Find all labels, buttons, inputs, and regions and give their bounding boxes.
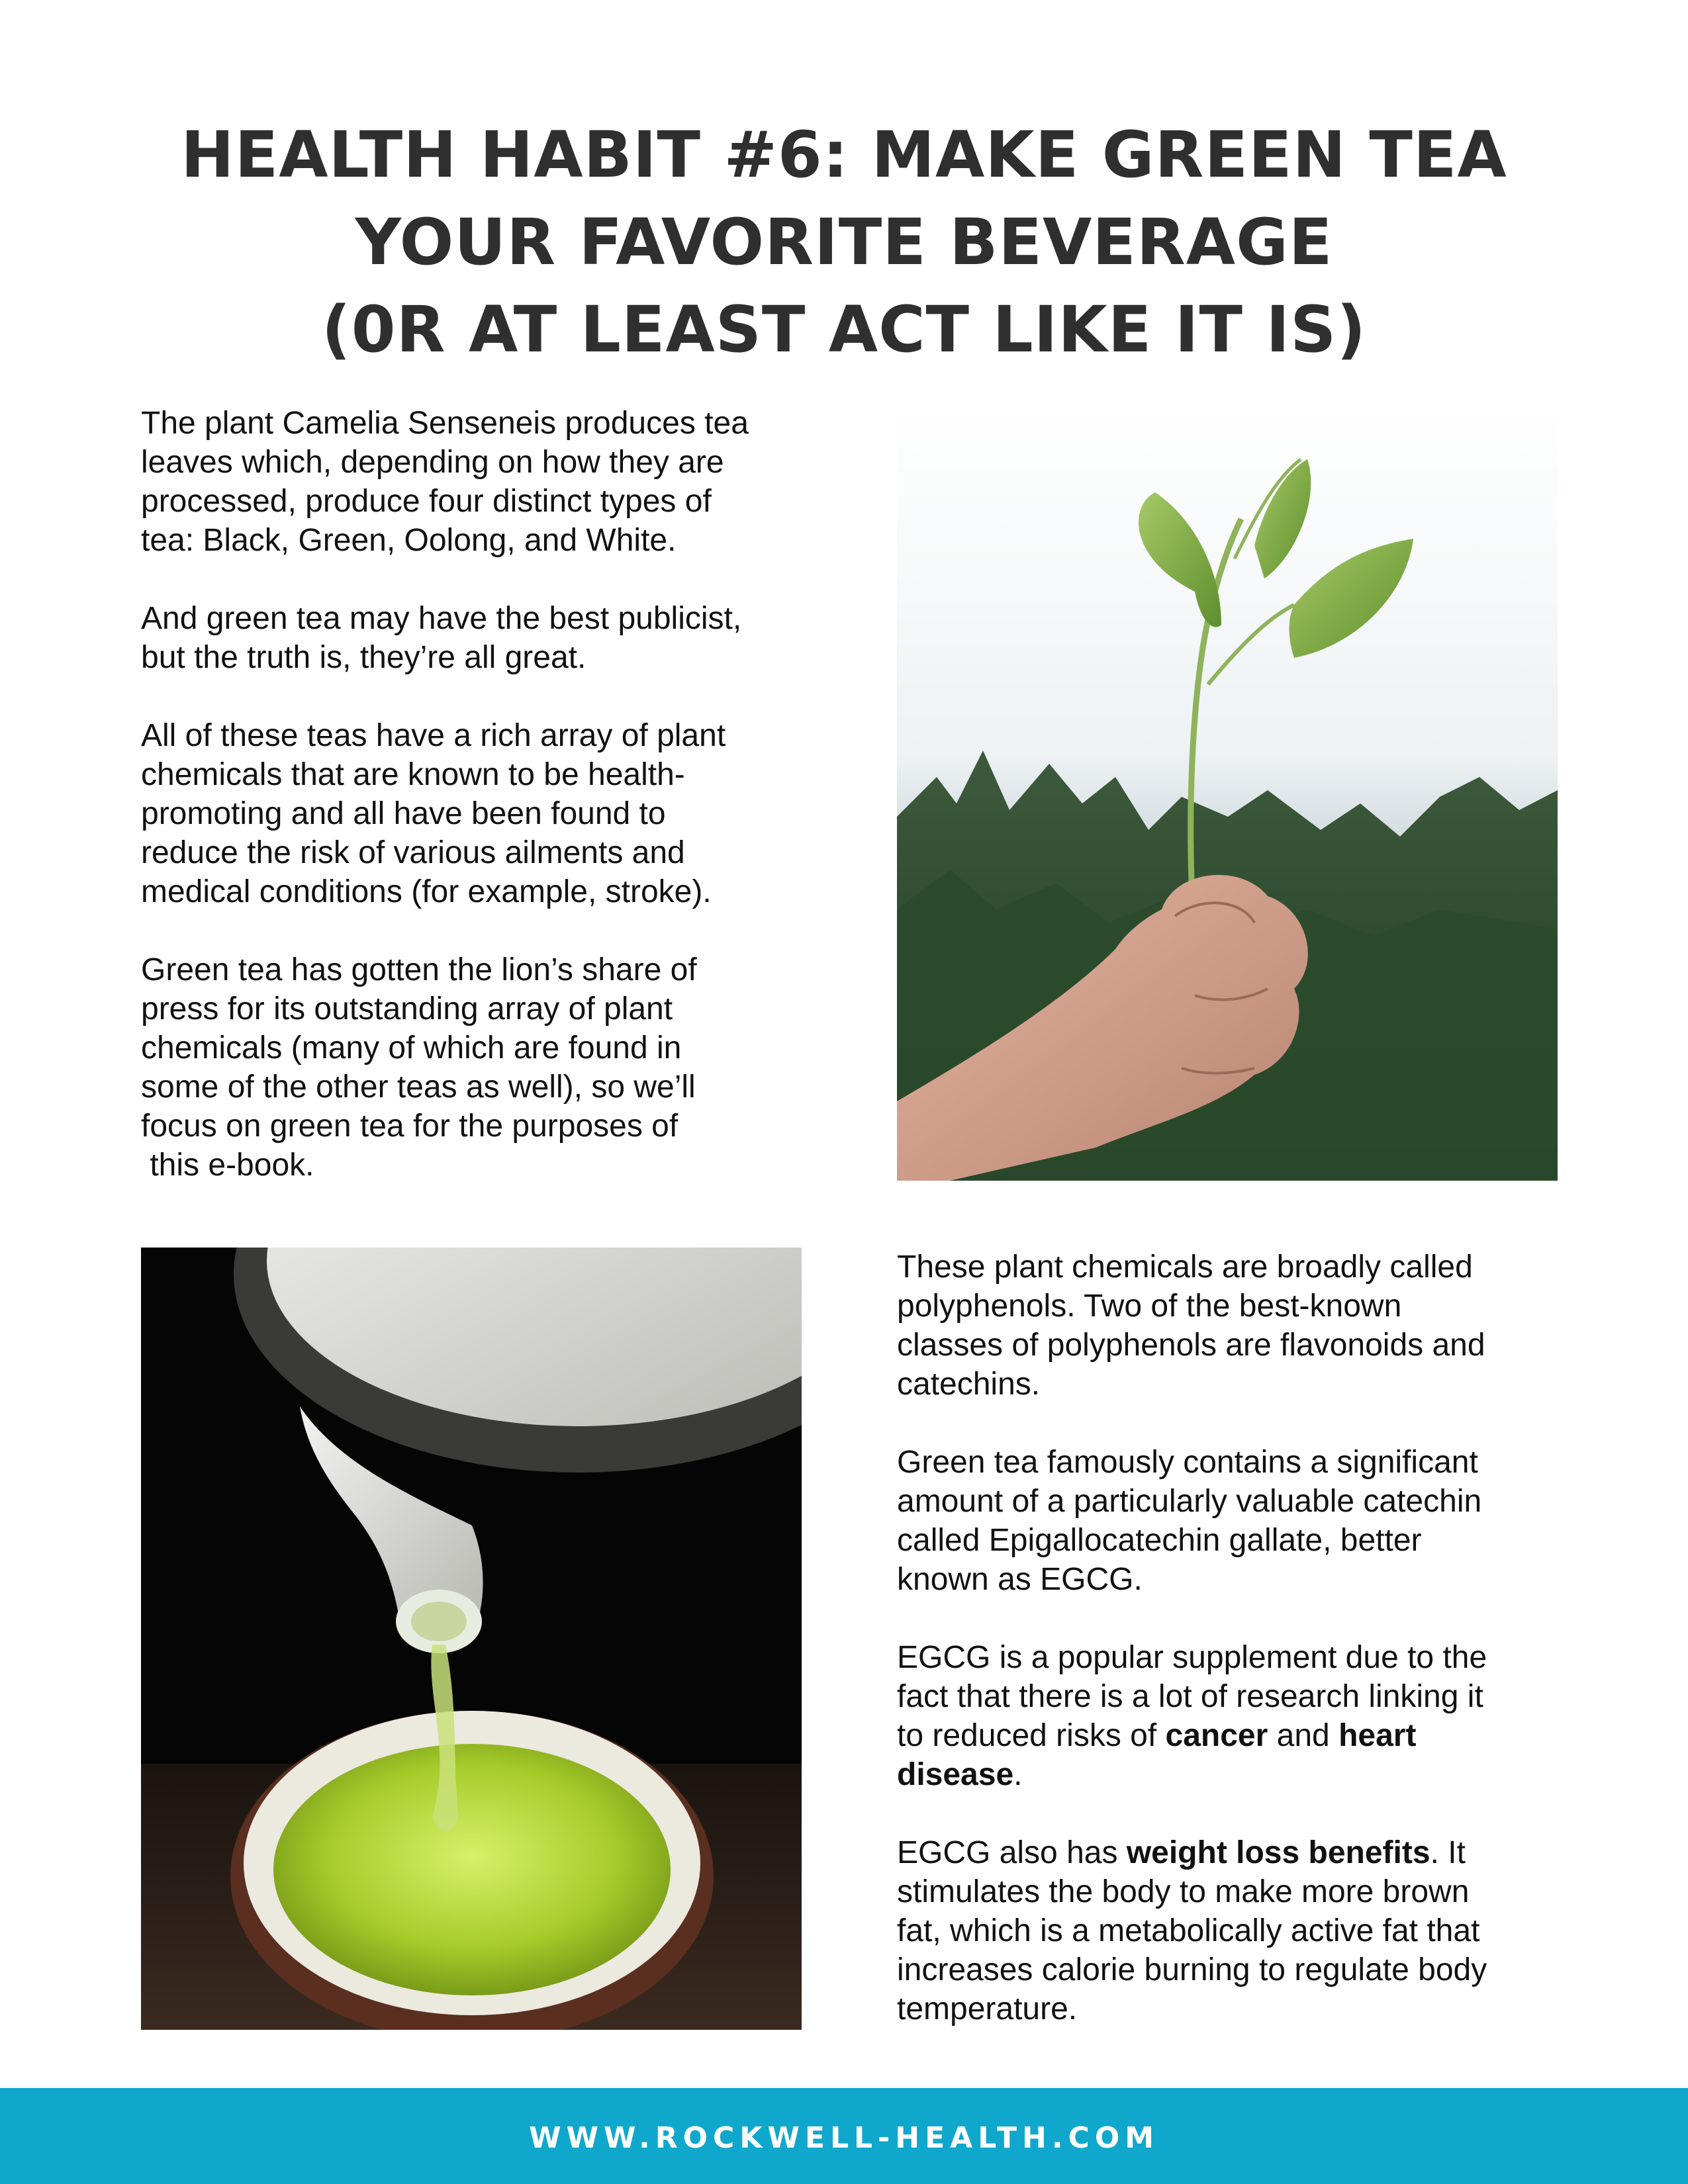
text-line: And green tea may have the best publicist, bbox=[141, 601, 742, 636]
bold-text: heart bbox=[1338, 1718, 1417, 1753]
text-line: The plant Camelia Senseneis produces tea bbox=[141, 406, 749, 441]
right-column-text bbox=[897, 1248, 1572, 2028]
paragraph bbox=[897, 1833, 1572, 2028]
text-line: medical conditions (for example, stroke). bbox=[141, 874, 712, 909]
text-line bbox=[897, 1833, 1572, 1872]
text-run: . bbox=[1013, 1757, 1023, 1792]
bold-text: disease bbox=[897, 1757, 1014, 1792]
title-line-3: (0R AT LEAST ACT LIKE IT IS) bbox=[321, 293, 1367, 367]
title-line-1: HEALTH HABIT #6: MAKE GREEN TEA bbox=[181, 118, 1507, 192]
text-line: focus on green tea for the purposes of bbox=[141, 1109, 679, 1144]
text-line: some of the other teas as well), so we’ll bbox=[141, 1069, 696, 1105]
text-line: catechins. bbox=[897, 1367, 1041, 1402]
text-run: . It bbox=[1430, 1835, 1466, 1870]
text-line: but the truth is, they’re all great. bbox=[141, 640, 586, 675]
tea-leaf-photo bbox=[897, 406, 1558, 1181]
text-line: All of these teas have a rich array of plant bbox=[141, 718, 726, 753]
text-line: known as EGCG. bbox=[897, 1562, 1143, 1597]
text-line: fat, which is a metabolically active fat that bbox=[897, 1913, 1480, 1948]
text-line: leaves which, depending on how they are bbox=[141, 445, 724, 480]
text-run: and bbox=[1268, 1718, 1339, 1753]
text-line: called Epigallocatechin gallate, better bbox=[897, 1523, 1422, 1558]
tea-pour-illustration bbox=[141, 1248, 802, 2030]
text-line: tea: Black, Green, Oolong, and White. bbox=[141, 523, 677, 558]
tea-leaf-illustration bbox=[897, 406, 1558, 1181]
text-line: fact that there is a lot of research linking it bbox=[897, 1679, 1483, 1714]
paragraph bbox=[141, 716, 816, 911]
text-line: processed, produce four distinct types of bbox=[141, 484, 712, 519]
text-line: this e-book. bbox=[141, 1148, 314, 1183]
text-line bbox=[897, 1716, 1572, 1755]
page-title bbox=[0, 111, 1688, 373]
text-line: reduce the risk of various ailments and bbox=[141, 835, 685, 870]
text-line: Green tea famously contains a significant bbox=[897, 1445, 1478, 1480]
tea-pour-photo bbox=[141, 1248, 802, 2030]
text-line: stimulates the body to make more brown bbox=[897, 1874, 1470, 1909]
paragraph bbox=[141, 404, 816, 560]
text-run: EGCG also has bbox=[897, 1835, 1127, 1870]
text-run: to reduced risks of bbox=[897, 1718, 1166, 1753]
text-line: EGCG is a popular supplement due to the bbox=[897, 1640, 1487, 1675]
text-line bbox=[897, 1755, 1572, 1794]
footer-bar bbox=[0, 2088, 1688, 2184]
paragraph bbox=[141, 599, 816, 677]
text-line: chemicals that are known to be health- bbox=[141, 757, 685, 792]
paragraph bbox=[897, 1638, 1572, 1794]
paragraph bbox=[897, 1443, 1572, 1599]
text-line: Green tea has gotten the lion’s share of bbox=[141, 952, 697, 987]
text-line: polyphenols. Two of the best-known bbox=[897, 1289, 1402, 1324]
left-column-text bbox=[141, 404, 816, 1185]
paragraph bbox=[897, 1248, 1572, 1404]
text-line: promoting and all have been found to bbox=[141, 796, 666, 831]
footer-website-url[interactable]: WWW.ROCKWELL-HEALTH.COM bbox=[528, 2121, 1160, 2155]
text-line: press for its outstanding array of plant bbox=[141, 991, 673, 1026]
text-line: temperature. bbox=[897, 1991, 1078, 2026]
bold-text: weight loss benefits bbox=[1126, 1835, 1430, 1870]
text-line: increases calorie burning to regulate body bbox=[897, 1952, 1487, 1987]
text-line: amount of a particularly valuable catechin bbox=[897, 1484, 1482, 1519]
text-line: classes of polyphenols are flavonoids and bbox=[897, 1328, 1485, 1363]
text-line: chemicals (many of which are found in bbox=[141, 1030, 682, 1066]
bold-text: cancer bbox=[1165, 1718, 1268, 1753]
title-line-2: YOUR FAVORITE BEVERAGE bbox=[355, 205, 1333, 279]
text-line: These plant chemicals are broadly called bbox=[897, 1250, 1473, 1285]
paragraph bbox=[141, 950, 816, 1185]
